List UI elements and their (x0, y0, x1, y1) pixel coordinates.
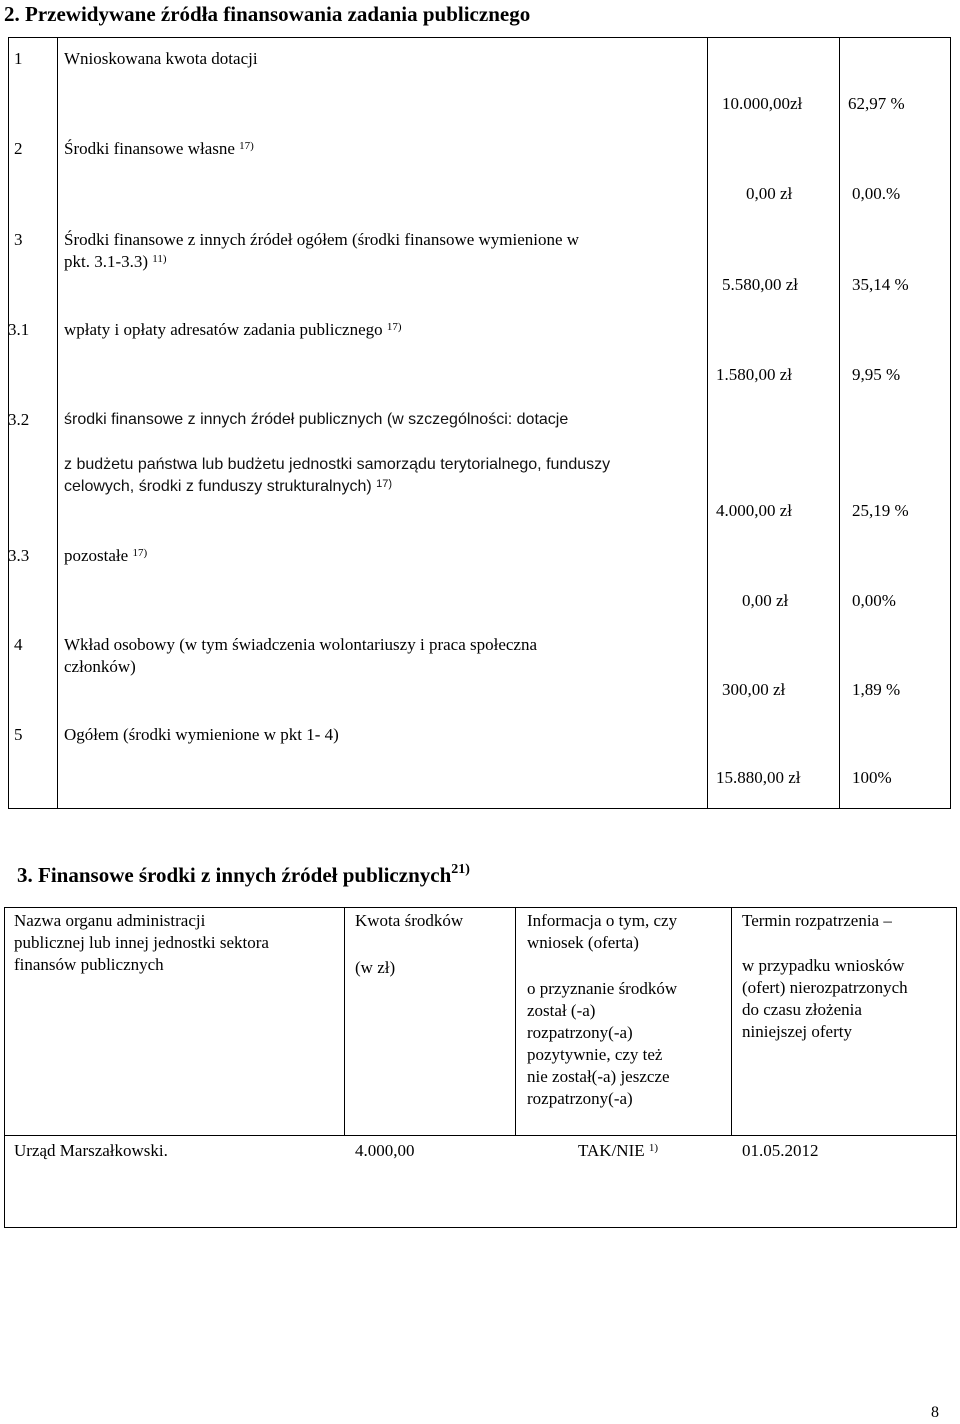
table2-divider-col3 (731, 907, 732, 1136)
page-number: 8 (931, 1404, 939, 1421)
table-border-top (8, 37, 951, 38)
row-4-percent: 1,89 % (852, 680, 901, 699)
section3-heading: 3. Finansowe środki z innych źródeł publicznych$^{21)}$ (17, 862, 470, 887)
table2-border-top (4, 907, 957, 908)
row-2-number: 2 (14, 139, 23, 158)
table-divider-col2 (707, 37, 708, 809)
table-border-right (950, 37, 951, 809)
row-3-3-percent: 0,00% (852, 591, 896, 610)
row-3-2-number: 3.2 (8, 410, 30, 429)
row-2-percent: 0,00.% (852, 184, 901, 203)
row-3-1-number: 3.1 (8, 320, 30, 339)
row-3-3-label: pozostałe $^{17)}$ (64, 546, 148, 565)
header-decision-date: Termin rozpatrzenia – (742, 911, 892, 930)
row-3-1-label: wpłaty i opłaty adresatów zadania publicznego $^{17)}$ (64, 320, 402, 339)
row-1-amount: 10.000,00zł (722, 94, 803, 113)
table2-border-left (4, 907, 5, 1228)
row-3-1-percent: 9,95 % (852, 365, 901, 384)
row-date: 01.05.2012 (742, 1141, 819, 1160)
row-3-label: Środki finansowe z innych źródeł ogółem (środki finansowe wymienione w pkt. 3.1-3.3) $^{11)}$ (64, 230, 580, 271)
header-status-info-cont: o przyznanie środków został (-a) rozpatrzony(-a) pozytywnie, czy też nie został(-a) jeszcze rozpatrzony(-a) (527, 979, 678, 1108)
row-5-percent: 100% (852, 768, 892, 787)
header-authority-name: Nazwa organu administracji publicznej lub innej jednostki sektora finansów publicznych (14, 911, 269, 974)
row-2-amount: 0,00 zł (746, 184, 793, 203)
row-3-2-label-line1: środki finansowe z innych źródeł publicznych (w szczególności: dotacje (64, 411, 569, 428)
section2-heading: 2. Przewidywane źródła finansowania zadania publicznego (4, 2, 531, 26)
table-divider-col3 (839, 37, 840, 809)
header-status-info: Informacja o tym, czy wniosek (oferta) (527, 911, 678, 952)
row-5-number: 5 (14, 725, 23, 744)
row-1-label: Wnioskowana kwota dotacji (64, 49, 258, 68)
row-3-number: 3 (14, 230, 23, 249)
row-3-2-percent: 25,19 % (852, 501, 909, 520)
row-4-amount: 300,00 zł (722, 680, 786, 699)
row-4-label: Wkład osobowy (w tym świadczenia wolontariuszy i praca społeczna członków) (64, 635, 538, 676)
row-5-label: Ogółem (środki wymienione w pkt 1- 4) (64, 725, 339, 744)
row-4-number: 4 (14, 635, 23, 654)
row-3-3-amount: 0,00 zł (742, 591, 789, 610)
table2-border-right (956, 907, 957, 1228)
table2-divider-col1 (344, 907, 345, 1136)
row-3-percent: 35,14 % (852, 275, 909, 294)
table2-border-bottom (4, 1227, 957, 1228)
row-1-percent: 62,97 % (848, 94, 905, 113)
row-3-1-amount: 1.580,00 zł (716, 365, 793, 384)
header-amount: Kwota środków (355, 911, 464, 930)
table-divider-col1 (57, 37, 58, 809)
header-decision-date-cont: w przypadku wniosków (ofert) nierozpatrzonych do czasu złożenia niniejszej oferty (742, 956, 908, 1041)
row-2-label: Środki finansowe własne $^{17)}$ (64, 139, 254, 158)
table2-header-divider (4, 1135, 957, 1136)
row-authority-name: Urząd Marszałkowski. (14, 1141, 168, 1160)
table2-divider-col2 (515, 907, 516, 1136)
row-3-2-amount: 4.000,00 zł (716, 501, 793, 520)
row-3-3-number: 3.3 (8, 546, 30, 565)
row-5-amount: 15.880,00 zł (716, 768, 801, 787)
row-amount: 4.000,00 (355, 1141, 415, 1160)
row-1-number: 1 (14, 49, 23, 68)
row-status: TAK/NIE $^{1)}$ (578, 1141, 659, 1160)
row-3-amount: 5.580,00 zł (722, 275, 799, 294)
table-border-bottom (8, 808, 951, 809)
row-3-2-label-cont: z budżetu państwa lub budżetu jednostki samorządu terytorialnego, funduszy celowych, środki z funduszy strukturalnych) $^{17)}$ (64, 456, 611, 495)
header-amount-unit: (w zł) (355, 958, 396, 977)
